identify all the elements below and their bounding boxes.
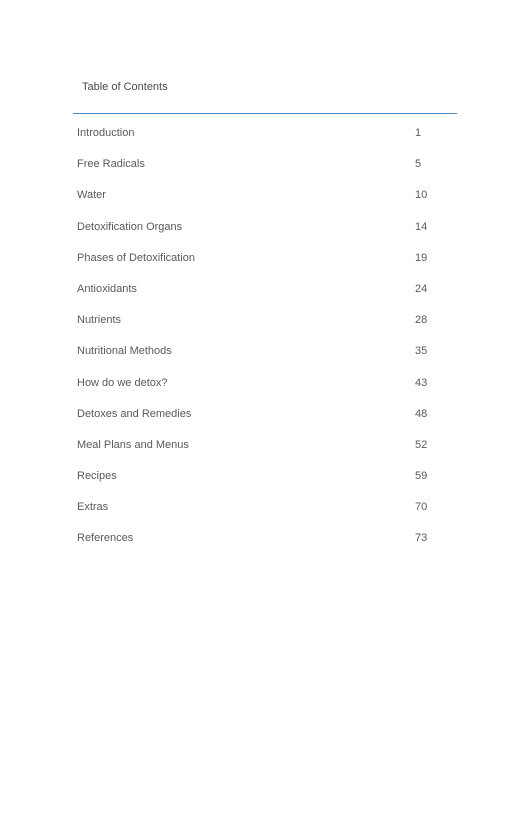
toc-entry-title: References	[77, 532, 134, 545]
toc-entry-title: Extras	[77, 501, 109, 514]
toc-entry-title: Free Radicals	[77, 158, 145, 171]
toc-title: Table of Contents	[82, 81, 168, 93]
toc-entry-page: 5	[415, 158, 422, 171]
toc-entry-page: 24	[415, 282, 428, 295]
toc-entry-references[interactable]	[77, 532, 457, 563]
toc-entry-introduction[interactable]	[77, 127, 457, 158]
toc-entry-title: Detoxification Organs	[77, 220, 183, 233]
toc-entry-detoxification-organs[interactable]	[77, 221, 457, 252]
toc-entry-title: Water	[77, 189, 106, 202]
toc-entry-page: 48	[415, 407, 428, 420]
toc-list	[77, 127, 457, 564]
toc-entry-page: 70	[415, 501, 428, 514]
toc-entry-page: 28	[415, 314, 428, 327]
toc-entry-title: Nutrients	[77, 314, 122, 327]
toc-entry-title: Antioxidants	[77, 282, 137, 295]
toc-entry-title: Detoxes and Remedies	[77, 407, 192, 420]
toc-entry-title: Phases of Detoxification	[77, 251, 196, 264]
toc-entry-page: 19	[415, 251, 428, 264]
toc-entry-how-do-we-detox[interactable]	[77, 377, 457, 408]
toc-entry-page: 1	[415, 127, 422, 139]
toc-entry-free-radicals[interactable]	[77, 158, 457, 189]
toc-entry-title: Recipes	[77, 470, 117, 483]
toc-entry-page: 14	[415, 220, 428, 233]
toc-entry-nutritional-methods[interactable]	[77, 345, 457, 376]
toc-entry-page: 59	[415, 470, 428, 483]
toc-entry-page: 73	[415, 532, 428, 545]
toc-entry-detoxes-and-remedies[interactable]	[77, 408, 457, 439]
toc-entry-nutrients[interactable]	[77, 314, 457, 345]
toc-entry-title: Nutritional Methods	[77, 345, 172, 358]
toc-entry-page: 35	[415, 345, 428, 358]
toc-entry-phases-of-detoxification[interactable]	[77, 252, 457, 283]
toc-entry-meal-plans-and-menus[interactable]	[77, 439, 457, 470]
toc-entry-title: Meal Plans and Menus	[77, 438, 189, 451]
toc-entry-recipes[interactable]	[77, 470, 457, 501]
toc-entry-title: How do we detox?	[77, 376, 168, 389]
toc-entry-page: 43	[415, 376, 428, 389]
toc-entry-page: 52	[415, 438, 428, 451]
toc-entry-antioxidants[interactable]	[77, 283, 457, 314]
toc-divider	[73, 113, 457, 114]
toc-entry-title: Introduction	[77, 127, 135, 139]
toc-entry-page: 10	[415, 189, 428, 202]
toc-entry-water[interactable]	[77, 189, 457, 220]
toc-entry-extras[interactable]	[77, 501, 457, 532]
